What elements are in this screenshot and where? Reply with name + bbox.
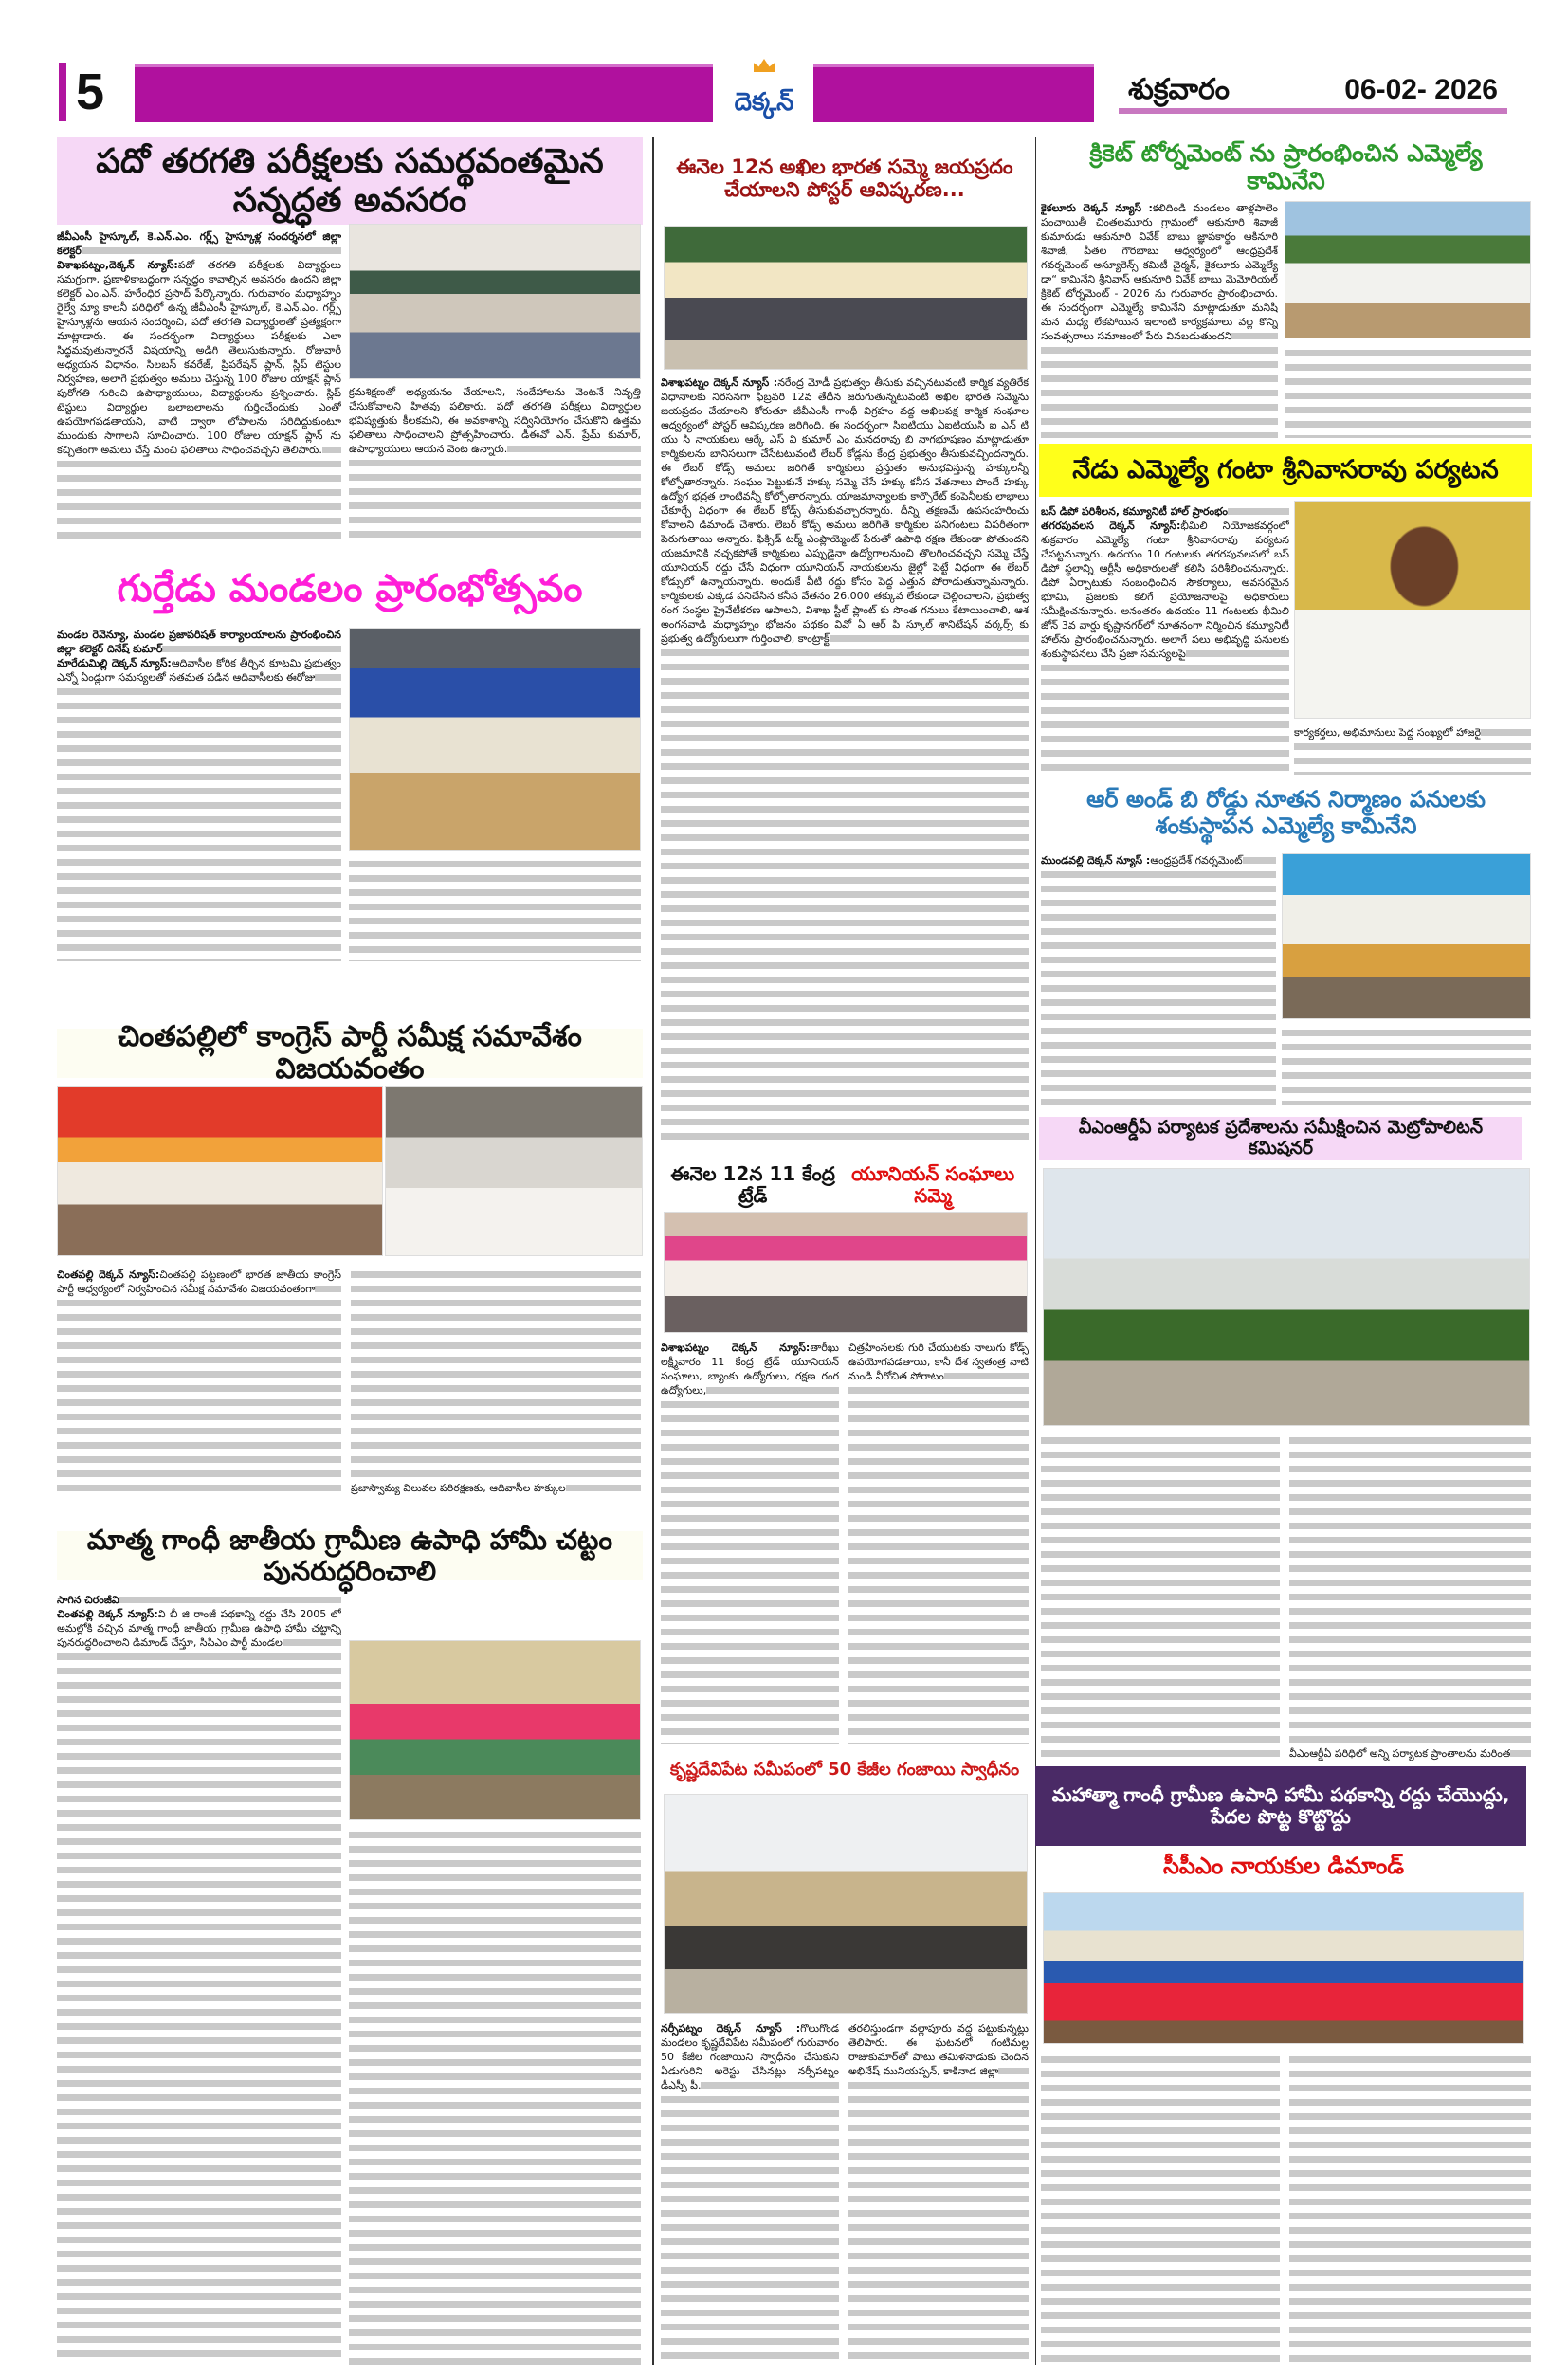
- dateline: విశాఖపట్నం,దెక్కన్ న్యూస్:: [57, 259, 178, 271]
- article-cpm-body-b: [1289, 2053, 1531, 2365]
- body-text: క్రమశిక్షణతో అధ్యయనం చేయాలని, సందేహాలను వెంటనే నివృత్తి చేసుకోవాలని హితవు పలికారు. పదో తరగతి పరీక్షలు విద్యార్థుల భవిష్యత్తుకు కీలకమని, ఈ అవకాశాన్ని సద్వినియోగం చేసుకొని ఉత్తమ ఫలితాలు సాధించాలని ప్రోత్సహించారు. డీఈవో ఎన్. ప్రేమ్ కుమార్, ఉపాధ్యాయులు ఆయన వెంట ఉన్నారు.: [349, 386, 641, 455]
- body-text: భీమిలి నియోజకవర్గంలో శుక్రవారం ఎమ్మెల్యే గంటా శ్రీనివాసరావు పర్యటన చేపట్టనున్నారు. ఉదయం 10 గంటలకు తగరపువలసలో బస్ డిపో స్థలాన్ని ఆర్టీసీ అధికారులతో కలిసి పరిశీలించనున్నారు. డిపో ఏర్పాటుకు సంబంధించిన సౌకర్యాలు, అవసరమైన భూమి, ప్రజలకు కలిగే ప్రయోజనాలపై అధికారులు సమీక్షించనున్నారు. అనంతరం ఉదయం 11 గంటలకు భీమిలి జోన్ 3వ వార్డు కృష్ణానగర్‌లో నూతనంగా నిర్మించిన కమ్యూనిటీ హాల్‌ను ప్రారంభించనున్నారు. అలాగే పలు అభివృద్ధి పనులకు శంకుస్థాపనలు చేసి ప్రజా సమస్యలపై: [1041, 520, 1289, 660]
- photo-cricket-tournament: [1285, 201, 1531, 338]
- photo-mandal-inauguration: [349, 628, 641, 851]
- article-roads-body-cont: [1282, 1026, 1531, 1105]
- dateline: మారేడుమిల్లి దెక్కన్ న్యూస్:: [57, 657, 172, 669]
- headline-cricket: క్రికెట్ టోర్నమెంట్ ను ప్రారంభించిన ఎమ్మెల్యే కామినేని: [1089, 139, 1483, 194]
- headline-vmrda: వీఎంఆర్డీఏ పర్యాటక ప్రదేశాలను సమీక్షించిన మెట్రోపాలిటన్ కమిషనర్: [1039, 1117, 1522, 1160]
- article-cpm-body-a: [1041, 2053, 1280, 2365]
- headline-roads: ఆర్ అండ్ బి రోడ్డు నూతన నిర్మాణం పనులకు శంకుస్థాపన ఎమ్మెల్యే కామినేని: [1086, 786, 1486, 839]
- article-exam-body-cont: [349, 385, 641, 544]
- article-vmrda-body-b: [1289, 1434, 1531, 1761]
- body-text: పదో తరగతి పరీక్షలకు విద్యార్థులు సమగ్రంగా, ప్రణాళికాబద్ధంగా సన్నద్ధం కావాల్సిన అవసరం ఉందని జిల్లా కలెక్టర్ ఎం.ఎన్. హరేంధిర ప్రసాద్ పేర్కొన్నారు. గురువారం మధ్యాహ్నం రైల్వే న్యూ కాలనీ పరిధిలో ఉన్న జీవీఎంసీ హైస్కూల్, కె.ఎన్.ఎం. గర్ల్స్ హైస్కూళ్లను ఆయన సందర్శించి, పదో తరగతి విద్యార్థులతో ప్రత్యక్షంగా మాట్లాడారు. ఈ సందర్భంగా విద్యార్థులు పరీక్షలకు ఎలా సిద్ధమవుతున్నారనే విషయాన్ని అడిగి తెలుసుకున్నారు. రోజువారీ అధ్యయన విధానం, సిలబస్ కవరేజ్, ప్రిపరేషన్ ప్లాన్, స్లిప్ టెస్టుల నిర్వహణ, అలాగే ప్రభుత్వం అమలు చేస్తున్న 100 రోజుల యాక్షన్ ప్లాన్ పురోగతి గురించి ఉపాధ్యాయులు, విద్యార్థులను ప్రశ్నించారు. స్లిప్ టెస్టులు విద్యార్థుల బలాబలాలను గుర్తించేందుకు ఎంతో ఉపయోగపడతాయని, వాటి ద్వారా లోపాలను సరిదిద్దుకుంటూ ముందుకు సాగాలని సూచించారు. 100 రోజుల యాక్షన్ ప్లాన్ ను కచ్చితంగా అమలు చేస్తే మంచి ఫలితాలు సాధించవచ్చని తెలిపారు.: [57, 259, 341, 456]
- body-text: గొలుగొండ మండలం కృష్ణదేవిపేట సమీపంలో గురువారం 50 కేజీల గంజాయిని స్వాధీనం చేసుకుని ఏడుగురిని అరెస్టు చేసినట్లు నర్సీపట్నం డీఎస్పీ పీ.: [661, 2022, 839, 2091]
- article-ganja-body-b: [848, 2021, 1029, 2365]
- headline-ganja: కృష్ణదేవిపేట సమీపంలో 50 కేజీల గంజాయి స్వాధీనం: [669, 1759, 1020, 1780]
- article-nrega-body-cont: [349, 1828, 641, 2365]
- subhead: మండల రెవెన్యూ, మండల ప్రజాపరిషత్ కార్యాలయాలను ప్రారంభించిన జిల్లా కలెక్టర్ దినేష్ కుమార్: [57, 629, 341, 655]
- photo-road-foundation-stone: [1282, 853, 1531, 1019]
- column-divider: [652, 137, 654, 2365]
- article-gurthedu-body-cont: [349, 857, 641, 961]
- article-ganta-body: [1041, 504, 1289, 775]
- photo-trade-union-meeting: [664, 1212, 1028, 1333]
- issue-day: శుక్రవారం: [1128, 74, 1230, 105]
- subhead: బస్ డిపో పరిశీలన, కమ్యూనిటీ హాల్ ప్రారంభం: [1041, 505, 1228, 518]
- issue-date-value: 06-02- 2026: [1344, 74, 1498, 105]
- photo-commissioner-inspection: [1043, 1168, 1530, 1426]
- article-nrega-body: [57, 1593, 341, 2365]
- photo-collector-school-visit: [349, 224, 641, 379]
- photo-congress-meeting-stage: [57, 1086, 383, 1256]
- dateline: చింతపల్లి దెక్కన్ న్యూస్:: [57, 1269, 160, 1281]
- article-gurthedu-body: [57, 628, 341, 961]
- article-roads-body: [1041, 853, 1276, 1105]
- body-text: కార్యకర్తలు, అభిమానులు పెద్ద సంఖ్యలో హాజరై: [1294, 726, 1482, 739]
- body-text: కలిదిండి మండలం తాళ్లపాలెం పంచాయితీ చింతలమూరు గ్రామంలో ఆకునూరి శివాజీ కుమారుడు ఆకునూరి వివేక్ బాబు జ్ఞాపకార్థం ఆకినూరి శివాజీ, పీతల గౌరబాబు ఆధ్వర్యంలో ఆంధ్రప్రదేశ్ గవర్నమెంట్ అస్యూరెన్స్ కమిటీ చైర్మన్, కైకలూరు ఎమ్మెల్యే డా“ కామినేని శ్రీనివాస్ ఆకునూరి వివేక్ బాబు మెమోరియల్ క్రికెట్ టోర్నమెంట్ - 2026 ను గురువారం ప్రారంభించారు. ఈ సందర్భంగా ఎమ్మెల్యే కామినేని మాట్లాడుతూ మనిషి మన మధ్య లేకపోయిన ఇలాంటి కార్యక్రమాలు వల్ల కొన్ని సంవత్సరాలు సమాజంలో పేరు వినబడుతుందని: [1041, 202, 1278, 342]
- article-poster-body: [661, 375, 1029, 1147]
- issue-date: [1119, 66, 1507, 114]
- photo-poster-release: [664, 226, 1028, 370]
- article-strike-body-b: [848, 1341, 1029, 1744]
- article-congress-body-cont: [351, 1268, 641, 1495]
- headline-ganta: నేడు ఎమ్మెల్యే గంటా శ్రీనివాసరావు పర్యటన: [1039, 444, 1532, 497]
- page-number: 5: [59, 63, 125, 121]
- dateline: చింతపల్లి దెక్కన్ న్యూస్:: [57, 1608, 158, 1620]
- body-text: వి బీ జి రాంజీ పథకాన్ని రద్దు చేసి 2005 లో అమల్లోకి వచ్చిన మాత్మ గాంధీ జాతీయ గ్రామీణ ఉపాధి హామీ చట్టాన్ని పునరుద్ధరించాలని డిమాండ్ చేస్తూ, సిపిఎం పార్టీ మండల: [57, 1608, 341, 1649]
- article-cricket-body-cont: [1285, 346, 1531, 438]
- article-cricket-body: [1041, 201, 1278, 438]
- column-divider: [1035, 137, 1036, 2365]
- body-text: వీఎంఆర్డీఏ పరిధిలో అన్ని పర్యాటక ప్రాంతాలను మరింత: [1289, 1747, 1511, 1760]
- subhead: సాగిన చిరంజీవి: [57, 1594, 119, 1606]
- body-text: చింతపల్లి పట్టణంలో భారత జాతీయ కాంగ్రెస్ పార్టీ ఆధ్వర్యంలో నిర్వహించిన సమీక్ష సమావేశం విజయవంతంగా: [57, 1269, 341, 1295]
- headline-poster: ఈనెల 12న అఖిల భారత సమ్మె జయప్రదం చేయాలని పోస్టర్ ఆవిష్కరణ...: [676, 155, 1013, 201]
- logo-text: దెక్కన్: [734, 88, 794, 117]
- article-vmrda-body-a: [1041, 1434, 1280, 1761]
- newspaper-logo: [717, 59, 811, 125]
- headline-strike-part1: ఈనెల 12న 11 కేంద్ర ట్రేడ్: [670, 1162, 835, 1207]
- body-text: ఆంధ్రప్రదేశ్ గవర్నమెంట్: [1150, 854, 1243, 867]
- photo-ganja-seizure: [664, 1794, 1028, 2014]
- headline-strike: [659, 1164, 1030, 1206]
- body-text: ప్రజాస్వామ్య విలువల పరిరక్షణకు, ఆదివాసీల హక్కుల: [351, 1482, 566, 1494]
- photo-cpm-protest: [1043, 1892, 1524, 2044]
- body-text: తారీఖు లక్ష్మీవారం 11 కేంద్ర ట్రేడ్ యూనియన్ సంఘాలు, బ్యాంకు ఉద్యోగులు, రక్షణ రంగ ఉద్యోగులు,: [661, 1342, 839, 1397]
- photo-mla-ganta-srinivasarao: [1294, 501, 1531, 719]
- masthead-bar-left: [135, 64, 713, 122]
- dateline: విశాఖపట్నం దెక్కన్ న్యూస్:: [661, 1342, 811, 1354]
- headline-nrega: మాత్మ గాంధీ జాతీయ గ్రామీణ ఉపాధి హామీ చట్టం పునరుద్ధరించాలి: [57, 1531, 643, 1580]
- article-exam-body: [57, 229, 341, 544]
- headline-congress: చింతపల్లిలో కాంగ్రెస్ పార్టీ సమీక్ష సమావేశం విజయవంతం: [57, 1029, 643, 1078]
- body-text: ఆదివాసీల కోరిక తీర్చిన కూటమి ప్రభుత్వం ఎన్నో ఏండ్లుగా సమస్యలతో సతమత పడిన ఆదివాసీలకు ఈరోజు: [57, 657, 341, 684]
- body-text: చిత్రహింసలకు గురి చేయుటకు నాలుగు కోడ్స్ ఉపయోగపడతాయి, కానీ దేశ స్వతంత్ర నాటి నుండి వీరోచిత పోరాటం: [848, 1342, 1029, 1382]
- dateline: విశాఖపట్నం దెక్కన్ న్యూస్ :: [661, 376, 778, 389]
- subhead-cpm: సీపీఎం నాయకుల డిమాండ్: [1162, 1853, 1405, 1880]
- photo-congress-meeting-audience: [385, 1086, 643, 1256]
- article-strike-body-a: [661, 1341, 839, 1744]
- crown-icon: [754, 59, 775, 72]
- dateline: కైకలూరు దెక్కన్ న్యూస్ :: [1041, 202, 1153, 214]
- dateline: ముండవల్లి దెక్కన్ న్యూస్ :: [1041, 854, 1151, 867]
- headline-strike-part2: యూనియన్ సంఘాలు సమ్మె: [851, 1162, 1015, 1207]
- headline-cpm: మహాత్మా గాంధీ గ్రామీణ ఉపాధి హామీ పథకాన్ని రద్దు చేయొద్దు, పేదల పొట్ట కొట్టొద్దు: [1035, 1766, 1526, 1846]
- masthead-bar-right: [813, 64, 1094, 122]
- photo-cpm-memorandum: [349, 1640, 641, 1820]
- body-text: నరేంద్ర మోడీ ప్రభుత్వం తీసుకు వచ్చినటువంటి కార్మిక వ్యతిరేక విధానాలకు నిరసనగా ఫిబ్రవరి 12వ తేదీన జరుగుతున్నటువంటి అఖిల భారత సమ్మెను జయప్రదం చేయాలని కోరుతూ జీవీఎంసీ గాంధీ విగ్రహం వద్ద అఖిలపక్ష కార్మిక సంఘాల ఆధ్వర్యంలో పోస్టర్ ఆవిష్కరణ జరిగింది. ఈ సందర్భంగా సిఐటియు ఏఐటియుసి ఐ ఎన్ టి యు సి నాయకులు ఆర్కే ఎస్ వి కుమార్ ఎం మనదరావు బి నాగభూషణం మాట్లాడుతూ కార్మికులను బానిసలుగా చేసేటటువంటి లేబర్ కోడ్లను కేంద్ర ప్రభుత్వం తీసుకువచ్చిందన్నారు. ఈ లేబర్ కోడ్స్ అమలు జరిగితే కార్మికులు ప్రస్తుతం అనుభవిస్తున్న హక్కులన్నీ కోల్పోతారన్నారు. సంఘం పెట్టుకునే హక్కు సమ్మె చేసే హక్కు కనీస వేతనాలు పొందే హక్కు ఉద్యోగ భద్రత లాంటివన్నీ కోల్పోతారన్నారు. యాజమాన్యాలకు కార్పొరేట్ కంపెనీలకు లాభాలు చేకూర్చే విధంగా ఈ లేబర్ కోడ్స్ తీసుకువచ్చారన్నారు. దీన్ని తక్షణమే ఉపసంహరించు కోవాలని డిమాండ్ చేశారు. లేబర్ కోడ్స్ అమలు జరిగితే కార్మికుల పనిగంటలు విపరీతంగా పెరుగుతాయి అన్నారు. ఫిక్సిడ్ టర్మ్ ఎంప్లాయ్మెంట్ పేరుతో ఉపాధి రక్షణ లేకుండా పోతుందని యజమానికి నచ్చకపోతే కార్మికులు ఎప్పుడైనా ఉద్యోగాలనుంచి తొలగించవచ్చని సమ్మె చేస్తే యూనియన్ రద్దు చేసే విధంగా యూనియన్ నాయకులను జైల్లో పెట్టే విధంగా ఈ లేబర్ కోడ్సులో ఉన్నాయన్నారు. అందుకే వీటి రద్దు కోసం పెద్ద ఎత్తున పోరాడుతున్నామన్నారు. కార్మికులకు ఎక్కడ పనిచేసిన కనీస వేతనం 26,000 తక్కువ లేకుండా చెల్లించాలని, ప్రభుత్వ రంగ సంస్థల ప్రైవేటీకరణ ఆపాలని, విశాఖ స్టీల్ ప్లాంట్ కు సొంత గనులు కేటాయించాలి, ఆశ అంగనవాడి మధ్యాహ్నం భోజనం పథకం వివో ఏ ఆర్ పి స్కూల్ శానిటేషన్ వర్కర్స్ కు ప్రభుత్వ ఉద్యోగులుగా గుర్తించాలి, కాంట్రాక్ట్: [661, 376, 1029, 645]
- article-congress-body: [57, 1268, 341, 1495]
- headline-exam: పదో తరగతి పరీక్షలకు సమర్థవంతమైన సన్నద్ధత అవసరం: [57, 137, 643, 225]
- headline-gurthedu: గుర్తేడు మండలం ప్రారంభోత్సవం: [117, 567, 583, 611]
- body-text: తరలిస్తుండగా వల్లాపూరు వద్ద పట్టుకున్నట్లు తెలిపారు. ఈ ఘటనలో గంటిమల్ల రాజుకుమార్‌తో పాటు తమిళనాడుకు చెందిన అభినేష్ మునియప్పన్, కాకినాడ జిల్లా: [848, 2022, 1029, 2077]
- dateline: తగరపువలస దెక్కన్ న్యూస్:: [1041, 520, 1181, 532]
- subhead: జీవీఎంసీ హైస్కూల్, కె.ఎన్.ఎం. గర్ల్స్ హైస్కూళ్ల సందర్శనలో జిల్లా కలెక్టర్: [57, 230, 341, 257]
- article-ganja-body-a: [661, 2021, 839, 2365]
- article-ganta-body-cont: [1294, 725, 1531, 775]
- dateline: నర్సీపట్నం దెక్కన్ న్యూస్ :: [661, 2022, 801, 2035]
